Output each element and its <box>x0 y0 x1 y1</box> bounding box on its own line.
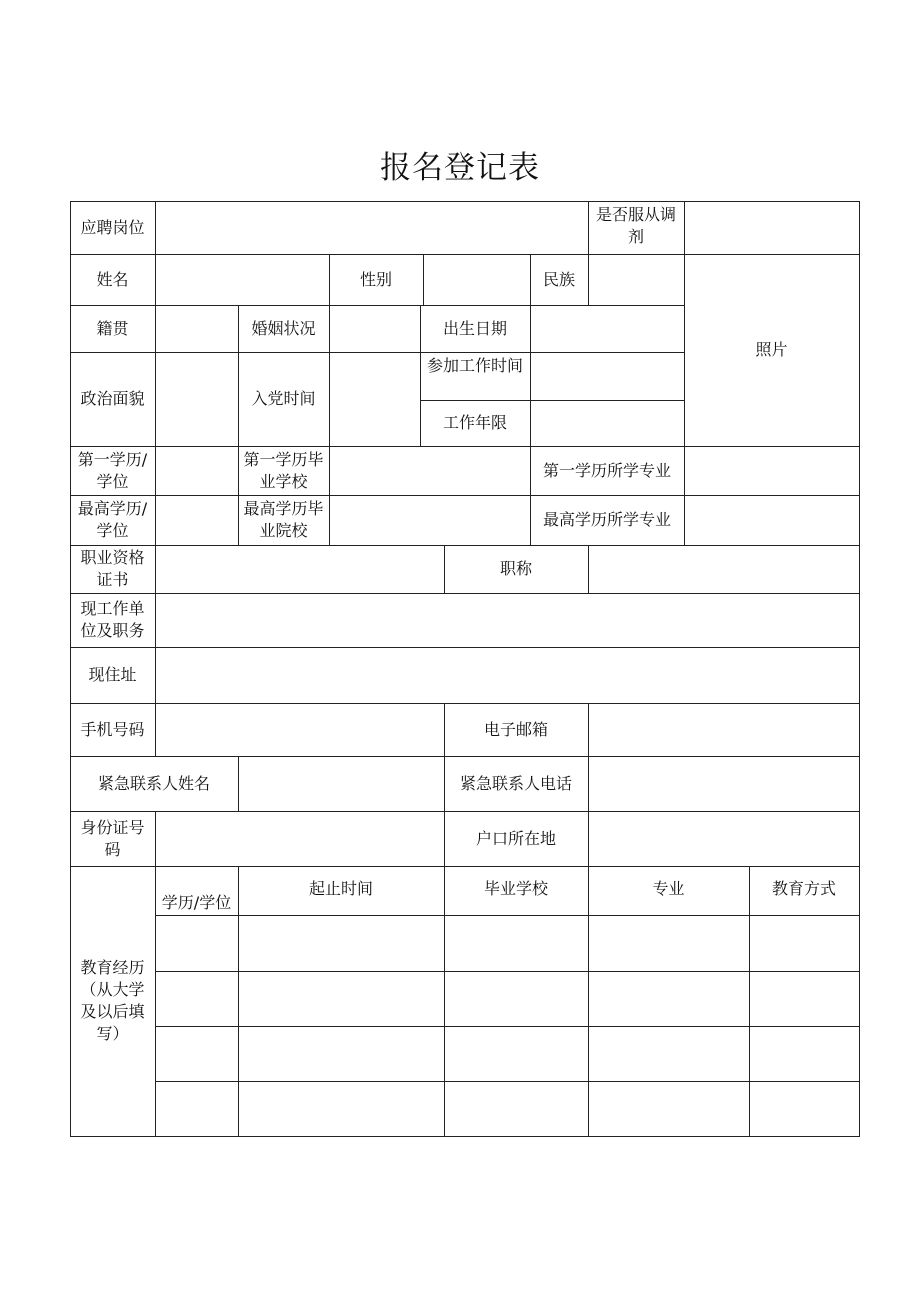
label-id-number <box>70 811 155 866</box>
edu-header-major <box>588 866 749 915</box>
field-current-work[interactable] <box>155 593 859 647</box>
label-highest-degree-school <box>238 495 329 545</box>
photo-box[interactable] <box>684 254 859 446</box>
label-first-degree-school <box>238 446 329 495</box>
edu-row-4-major[interactable] <box>588 1081 749 1136</box>
label-title-rank <box>444 545 588 593</box>
edu-row-4-mode[interactable] <box>749 1081 859 1136</box>
edu-row-2-school[interactable] <box>444 971 588 1026</box>
label-party-join-time-text: 入党时间 <box>251 389 316 408</box>
edu-row-4-period[interactable] <box>238 1081 444 1136</box>
edu-row-2-period[interactable] <box>238 971 444 1026</box>
label-highest-degree-major <box>530 495 684 545</box>
field-highest-degree[interactable] <box>155 495 238 545</box>
field-first-degree-school[interactable] <box>329 446 530 495</box>
field-work-start-time[interactable] <box>530 352 684 400</box>
edu-header-degree-text: 学历/学位 <box>161 893 232 912</box>
edu-header-school <box>444 866 588 915</box>
label-mobile-text: 手机号码 <box>80 719 145 739</box>
field-address[interactable] <box>155 647 859 703</box>
label-party-join-time <box>238 352 329 446</box>
form-title: 报名登记表 <box>380 150 540 186</box>
field-marital-status[interactable] <box>329 305 420 352</box>
label-work-start-time-text: 参加工作时间 <box>426 356 523 375</box>
label-birth-date <box>420 305 530 352</box>
edu-row-3-degree[interactable] <box>155 1026 238 1081</box>
edu-header-period <box>238 866 444 915</box>
edu-row-1-school[interactable] <box>444 915 588 971</box>
field-title-rank[interactable] <box>588 545 859 593</box>
edu-row-2-degree[interactable] <box>155 971 238 1026</box>
edu-row-3-mode[interactable] <box>749 1026 859 1081</box>
label-obey-adjustment-text: 是否服从调剂 <box>595 205 676 246</box>
field-birth-date[interactable] <box>530 305 684 352</box>
label-political-status <box>70 352 155 446</box>
edu-row-1-period[interactable] <box>238 915 444 971</box>
label-address-text: 现住址 <box>88 665 137 684</box>
edu-row-2-mode[interactable] <box>749 971 859 1026</box>
edu-row-1-major[interactable] <box>588 915 749 971</box>
label-emergency-phone-text: 紧急联系人电话 <box>459 773 572 793</box>
label-first-degree-major <box>530 446 684 495</box>
label-ethnicity-text: 民族 <box>542 269 575 289</box>
label-marital-status <box>238 305 329 352</box>
label-mobile <box>70 703 155 756</box>
label-work-start-time <box>420 352 530 400</box>
label-current-work-text: 现工作单位及职务 <box>80 599 145 640</box>
edu-row-1-degree[interactable] <box>155 915 238 971</box>
label-education-history-text: 教育经历（从大学及以后填写） <box>80 958 145 1043</box>
label-highest-degree-major-text: 最高学历所学专业 <box>542 510 671 529</box>
field-position[interactable] <box>155 201 588 254</box>
edu-header-major-text: 专业 <box>652 879 685 898</box>
field-first-degree[interactable] <box>155 446 238 495</box>
field-mobile[interactable] <box>155 703 444 756</box>
field-ethnicity[interactable] <box>588 254 684 305</box>
label-marital-status-text: 婚姻状况 <box>251 318 316 338</box>
edu-row-3-major[interactable] <box>588 1026 749 1081</box>
field-id-number[interactable] <box>155 811 444 866</box>
label-obey-adjustment <box>588 201 684 254</box>
edu-row-4-degree[interactable] <box>155 1081 238 1136</box>
label-first-degree <box>70 446 155 495</box>
edu-row-2-major[interactable] <box>588 971 749 1026</box>
label-first-degree-school-text: 第一学历毕业学校 <box>243 449 324 491</box>
label-household-text: 户口所在地 <box>475 828 556 848</box>
label-native-place <box>70 305 155 352</box>
label-work-years-text: 工作年限 <box>442 413 507 432</box>
label-position <box>70 201 155 254</box>
field-political-status[interactable] <box>155 352 238 446</box>
label-id-number-text: 身份证号码 <box>80 817 145 859</box>
label-address <box>70 647 155 703</box>
label-emergency-name-text: 紧急联系人姓名 <box>97 773 210 793</box>
photo-label: 照片 <box>755 340 788 359</box>
label-qualification <box>70 545 155 593</box>
label-current-work <box>70 593 155 647</box>
edu-header-school-text: 毕业学校 <box>483 879 548 898</box>
edu-row-3-period[interactable] <box>238 1026 444 1081</box>
label-gender <box>329 254 423 305</box>
edu-row-3-school[interactable] <box>444 1026 588 1081</box>
label-first-degree-text: 第一学历/学位 <box>77 449 148 491</box>
field-qualification[interactable] <box>155 545 444 593</box>
field-highest-degree-school[interactable] <box>329 495 530 545</box>
label-gender-text: 性别 <box>359 269 392 289</box>
label-emergency-name <box>70 756 238 811</box>
edu-row-4-school[interactable] <box>444 1081 588 1136</box>
field-obey-adjustment[interactable] <box>684 201 859 254</box>
label-position-text: 应聘岗位 <box>80 217 145 237</box>
label-political-status-text: 政治面貌 <box>80 389 145 408</box>
label-work-years <box>420 400 530 446</box>
label-qualification-text: 职业资格证书 <box>80 548 145 589</box>
field-emergency-phone[interactable] <box>588 756 859 811</box>
field-native-place[interactable] <box>155 305 238 352</box>
label-education-history <box>70 866 155 1136</box>
field-highest-degree-major[interactable] <box>684 495 859 545</box>
label-highest-degree-text: 最高学历/学位 <box>77 499 148 540</box>
label-email <box>444 703 588 756</box>
edu-header-mode-text: 教育方式 <box>771 879 836 898</box>
label-title-rank-text: 职称 <box>499 559 532 578</box>
field-email[interactable] <box>588 703 859 756</box>
label-emergency-phone <box>444 756 588 811</box>
label-ethnicity <box>530 254 588 305</box>
label-name <box>70 254 155 305</box>
field-work-years[interactable] <box>530 400 684 446</box>
label-highest-degree <box>70 495 155 545</box>
edu-header-degree <box>155 866 238 915</box>
label-name-text: 姓名 <box>96 269 129 289</box>
field-first-degree-major[interactable] <box>684 446 859 495</box>
label-birth-date-text: 出生日期 <box>442 318 507 338</box>
edu-header-mode <box>749 866 859 915</box>
edu-header-period-text: 起止时间 <box>308 879 373 898</box>
field-household[interactable] <box>588 811 859 866</box>
field-party-join-time[interactable] <box>329 352 420 446</box>
edu-row-1-mode[interactable] <box>749 915 859 971</box>
label-native-place-text: 籍贯 <box>96 318 129 338</box>
field-name[interactable] <box>155 254 329 305</box>
field-gender[interactable] <box>423 254 530 305</box>
label-email-text: 电子邮箱 <box>483 719 548 739</box>
label-highest-degree-school-text: 最高学历毕业院校 <box>243 499 324 540</box>
label-household <box>444 811 588 866</box>
field-emergency-name[interactable] <box>238 756 444 811</box>
label-first-degree-major-text: 第一学历所学专业 <box>542 460 671 480</box>
